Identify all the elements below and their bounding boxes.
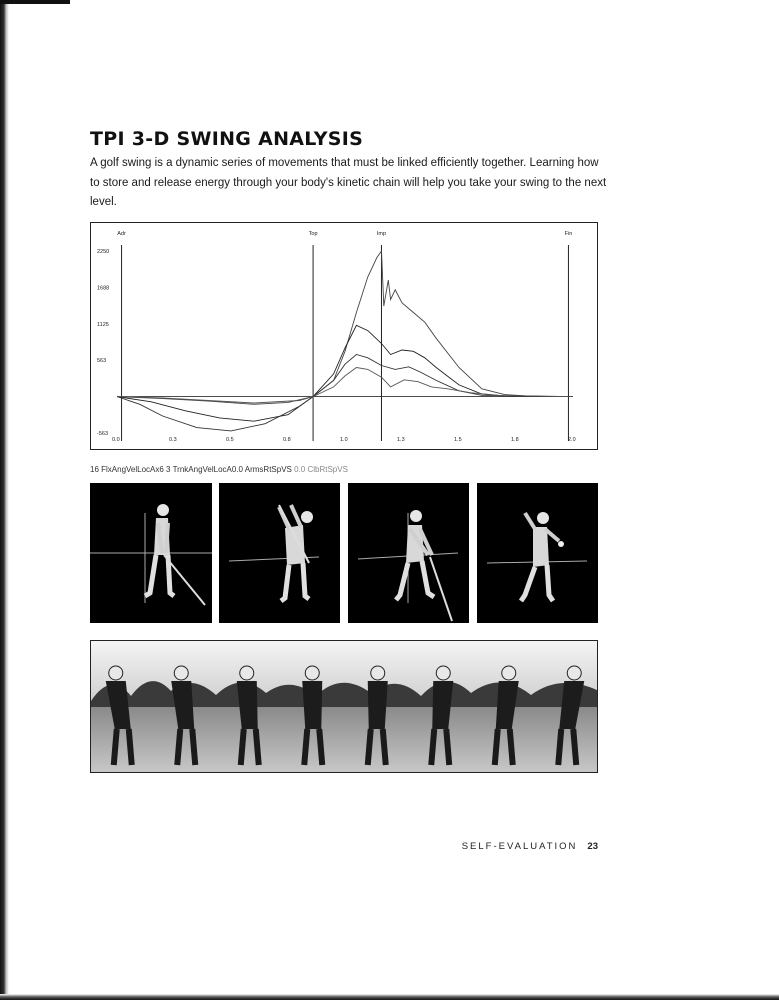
- page-number: 23: [587, 841, 598, 852]
- avatar-figure-top: [219, 483, 340, 623]
- event-marker-label: Imp: [376, 231, 387, 237]
- swing-photo-sequence: [90, 640, 598, 773]
- x-tick-label: 0.0: [112, 437, 120, 443]
- x-tick-label: 1.8: [511, 437, 519, 443]
- avatar-figure-address: [90, 483, 212, 623]
- y-tick-label: 2250: [97, 249, 110, 255]
- chart-svg: [91, 223, 599, 451]
- series-line: [117, 251, 568, 404]
- y-tick-label: 1688: [97, 285, 110, 292]
- series-line: [117, 355, 568, 431]
- y-tick-label: 1125: [97, 321, 109, 328]
- avatar-figure-finish: [477, 483, 598, 623]
- avatar-frame-finish: [477, 483, 598, 623]
- footer-section-label: SELF-EVALUATION: [461, 841, 578, 852]
- legend-main-text: 16 FlxAngVelLocAx6 3 TrnkAngVelLocA0.0 ArmsRtSpVS: [90, 465, 292, 474]
- photo-sequence-svg: [91, 641, 598, 773]
- avatar-frame-address: [90, 483, 212, 623]
- page-footer: [462, 841, 598, 852]
- event-marker-label: Top: [308, 231, 318, 237]
- series-line: [117, 368, 568, 404]
- avatar-figure-impact: [348, 483, 469, 623]
- x-tick-label: 1.0: [340, 437, 348, 443]
- y-tick-label: -563: [97, 431, 109, 437]
- avatar-frame-top: [219, 483, 340, 623]
- page-binding-edge: [0, 0, 9, 1000]
- chart-legend: [90, 465, 348, 474]
- x-tick-label: 0.8: [283, 437, 291, 443]
- event-marker-label: Fin: [564, 231, 573, 237]
- swing-velocity-chart: [90, 222, 598, 450]
- x-tick-label: 2.0: [568, 437, 576, 443]
- x-tick-label: 1.3: [397, 437, 405, 443]
- legend-faint-text: 0.0 ClbRtSpVS: [294, 465, 348, 474]
- page-title: TPI 3-D SWING ANALYSIS: [90, 128, 364, 150]
- intro-paragraph: A golf swing is a dynamic series of movements that must be linked efficiently together. Learning how to store and release energy through your body's kinetic chain will help you take your swing to the next level.: [90, 157, 607, 208]
- y-tick-label: 563: [97, 358, 107, 365]
- avatar-frame-impact: [348, 483, 469, 623]
- x-tick-label: 1.5: [454, 437, 462, 443]
- series-line: [117, 325, 568, 421]
- x-tick-label: 0.3: [169, 437, 177, 443]
- page-top-edge: [0, 0, 70, 4]
- x-tick-label: 0.5: [226, 437, 234, 443]
- event-marker-label: Adr: [117, 231, 126, 237]
- page-bottom-edge: [0, 994, 779, 1000]
